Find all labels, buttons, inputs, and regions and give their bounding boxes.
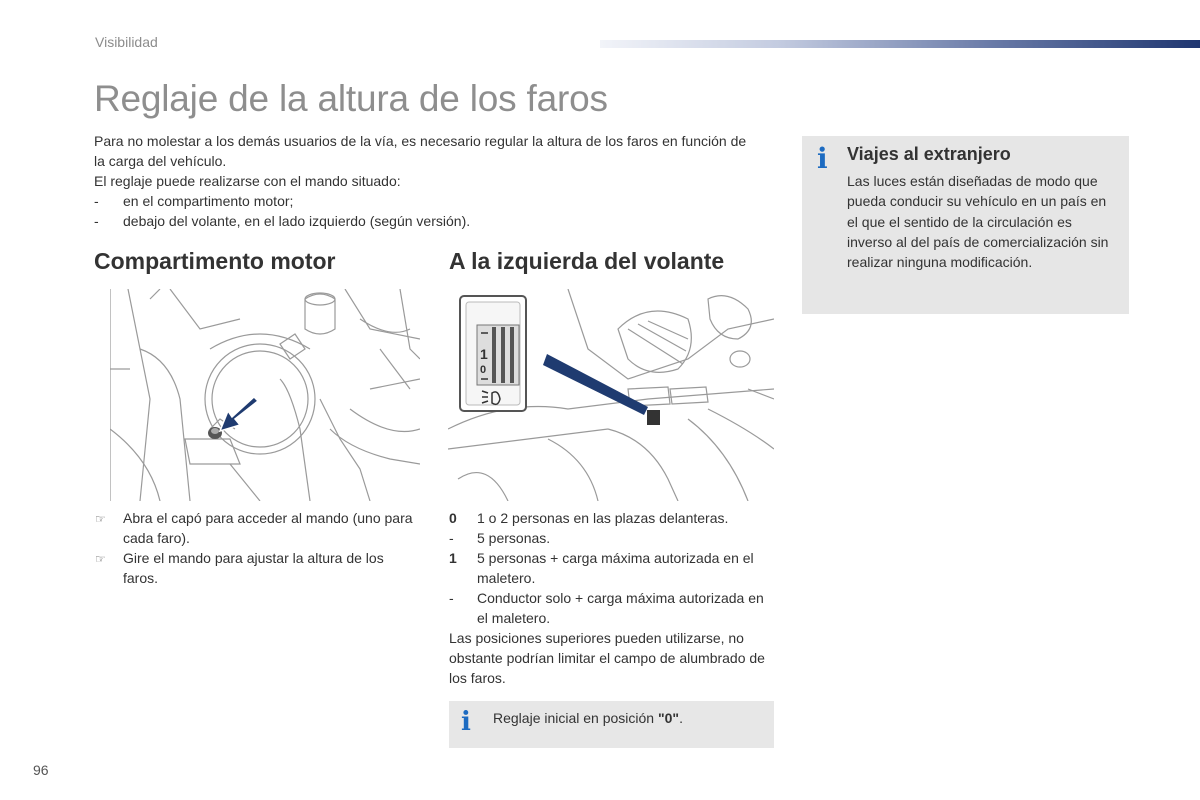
instruction-text: Gire el mando para ajustar la altura de los faros. — [123, 550, 384, 586]
position-row — [449, 588, 777, 628]
dash-mark: - — [94, 213, 99, 229]
heading-steering-left: A la izquierda del volante — [449, 248, 725, 274]
engine-adjuster-knob — [208, 427, 222, 439]
position-row — [449, 508, 777, 528]
travel-abroad-text: Las luces están diseñadas de modo que pueda conducir su vehículo en un país en el que el sentido de la circulación es inverso al del país de comercialización sin realizar ninguna modificación. — [847, 173, 1109, 271]
section-label: Visibilidad — [95, 34, 158, 50]
intro-line-2: El reglaje puede realizarse con el mando situado: — [94, 173, 401, 189]
info-icon: i — [817, 142, 828, 175]
initial-setting-note — [449, 701, 774, 748]
intro-item-text: debajo del volante, en el lado izquierdo (según versión). — [123, 213, 471, 229]
position-text: 5 personas + carga máxima autorizada en el maletero. — [477, 550, 754, 586]
header-bar — [600, 40, 1200, 48]
instruction-item — [95, 548, 415, 588]
page-number: 96 — [33, 762, 49, 778]
note-text-bold: "0" — [658, 710, 680, 726]
note-text-prefix: Reglaje inicial en posición — [493, 710, 658, 726]
intro-item-text: en el compartimento motor; — [123, 193, 294, 209]
dash-mark: - — [94, 193, 99, 209]
position-text: 1 o 2 personas en las plazas delanteras. — [477, 510, 729, 526]
note-text-suffix: . — [679, 710, 683, 726]
position-text: Conductor solo + carga máxima autorizada en el maletero. — [477, 590, 764, 626]
steering-left-illustration — [448, 289, 774, 501]
position-key: - — [449, 530, 454, 546]
position-row — [449, 548, 777, 588]
position-text: 5 personas. — [477, 530, 551, 546]
page-title: Reglaje de la altura de los faros — [94, 78, 608, 119]
note-text — [493, 710, 683, 726]
adjuster-switch-icon — [647, 410, 660, 425]
intro-text — [94, 131, 754, 231]
position-row — [449, 528, 777, 548]
position-list — [449, 508, 777, 688]
engine-compartment-drawing — [110, 289, 420, 501]
intro-line-1: Para no molestar a los demás usuarios de la vía, es necesario regular la altura de los faros en función de la carga del vehículo. — [94, 133, 747, 169]
hand-pointer-icon: ☞ — [95, 512, 106, 526]
position-key: 0 — [449, 510, 457, 526]
dashboard-drawing — [448, 289, 774, 501]
engine-instructions — [95, 508, 415, 588]
heading-engine-compartment: Compartimento motor — [94, 248, 336, 274]
position-key: 1 — [449, 550, 457, 566]
info-icon: i — [461, 707, 471, 737]
travel-abroad-box — [802, 136, 1129, 314]
dial-label-1: 1 — [480, 346, 488, 362]
travel-abroad-title: Viajes al extranjero — [847, 144, 1011, 164]
positions-footer: Las posiciones superiores pueden utilizarse, no obstante podrían limitar el campo de alumbrado de los faros. — [449, 630, 765, 686]
engine-compartment-illustration — [110, 289, 420, 501]
dial-inset — [460, 296, 526, 411]
arrow-icon — [220, 397, 258, 431]
dial-label-0: 0 — [480, 364, 487, 376]
intro-item — [94, 211, 754, 231]
intro-item — [94, 191, 754, 211]
instruction-item — [95, 508, 415, 548]
hand-pointer-icon: ☞ — [95, 552, 106, 566]
position-key: - — [449, 590, 454, 606]
instruction-text: Abra el capó para acceder al mando (uno para cada faro). — [123, 510, 413, 546]
